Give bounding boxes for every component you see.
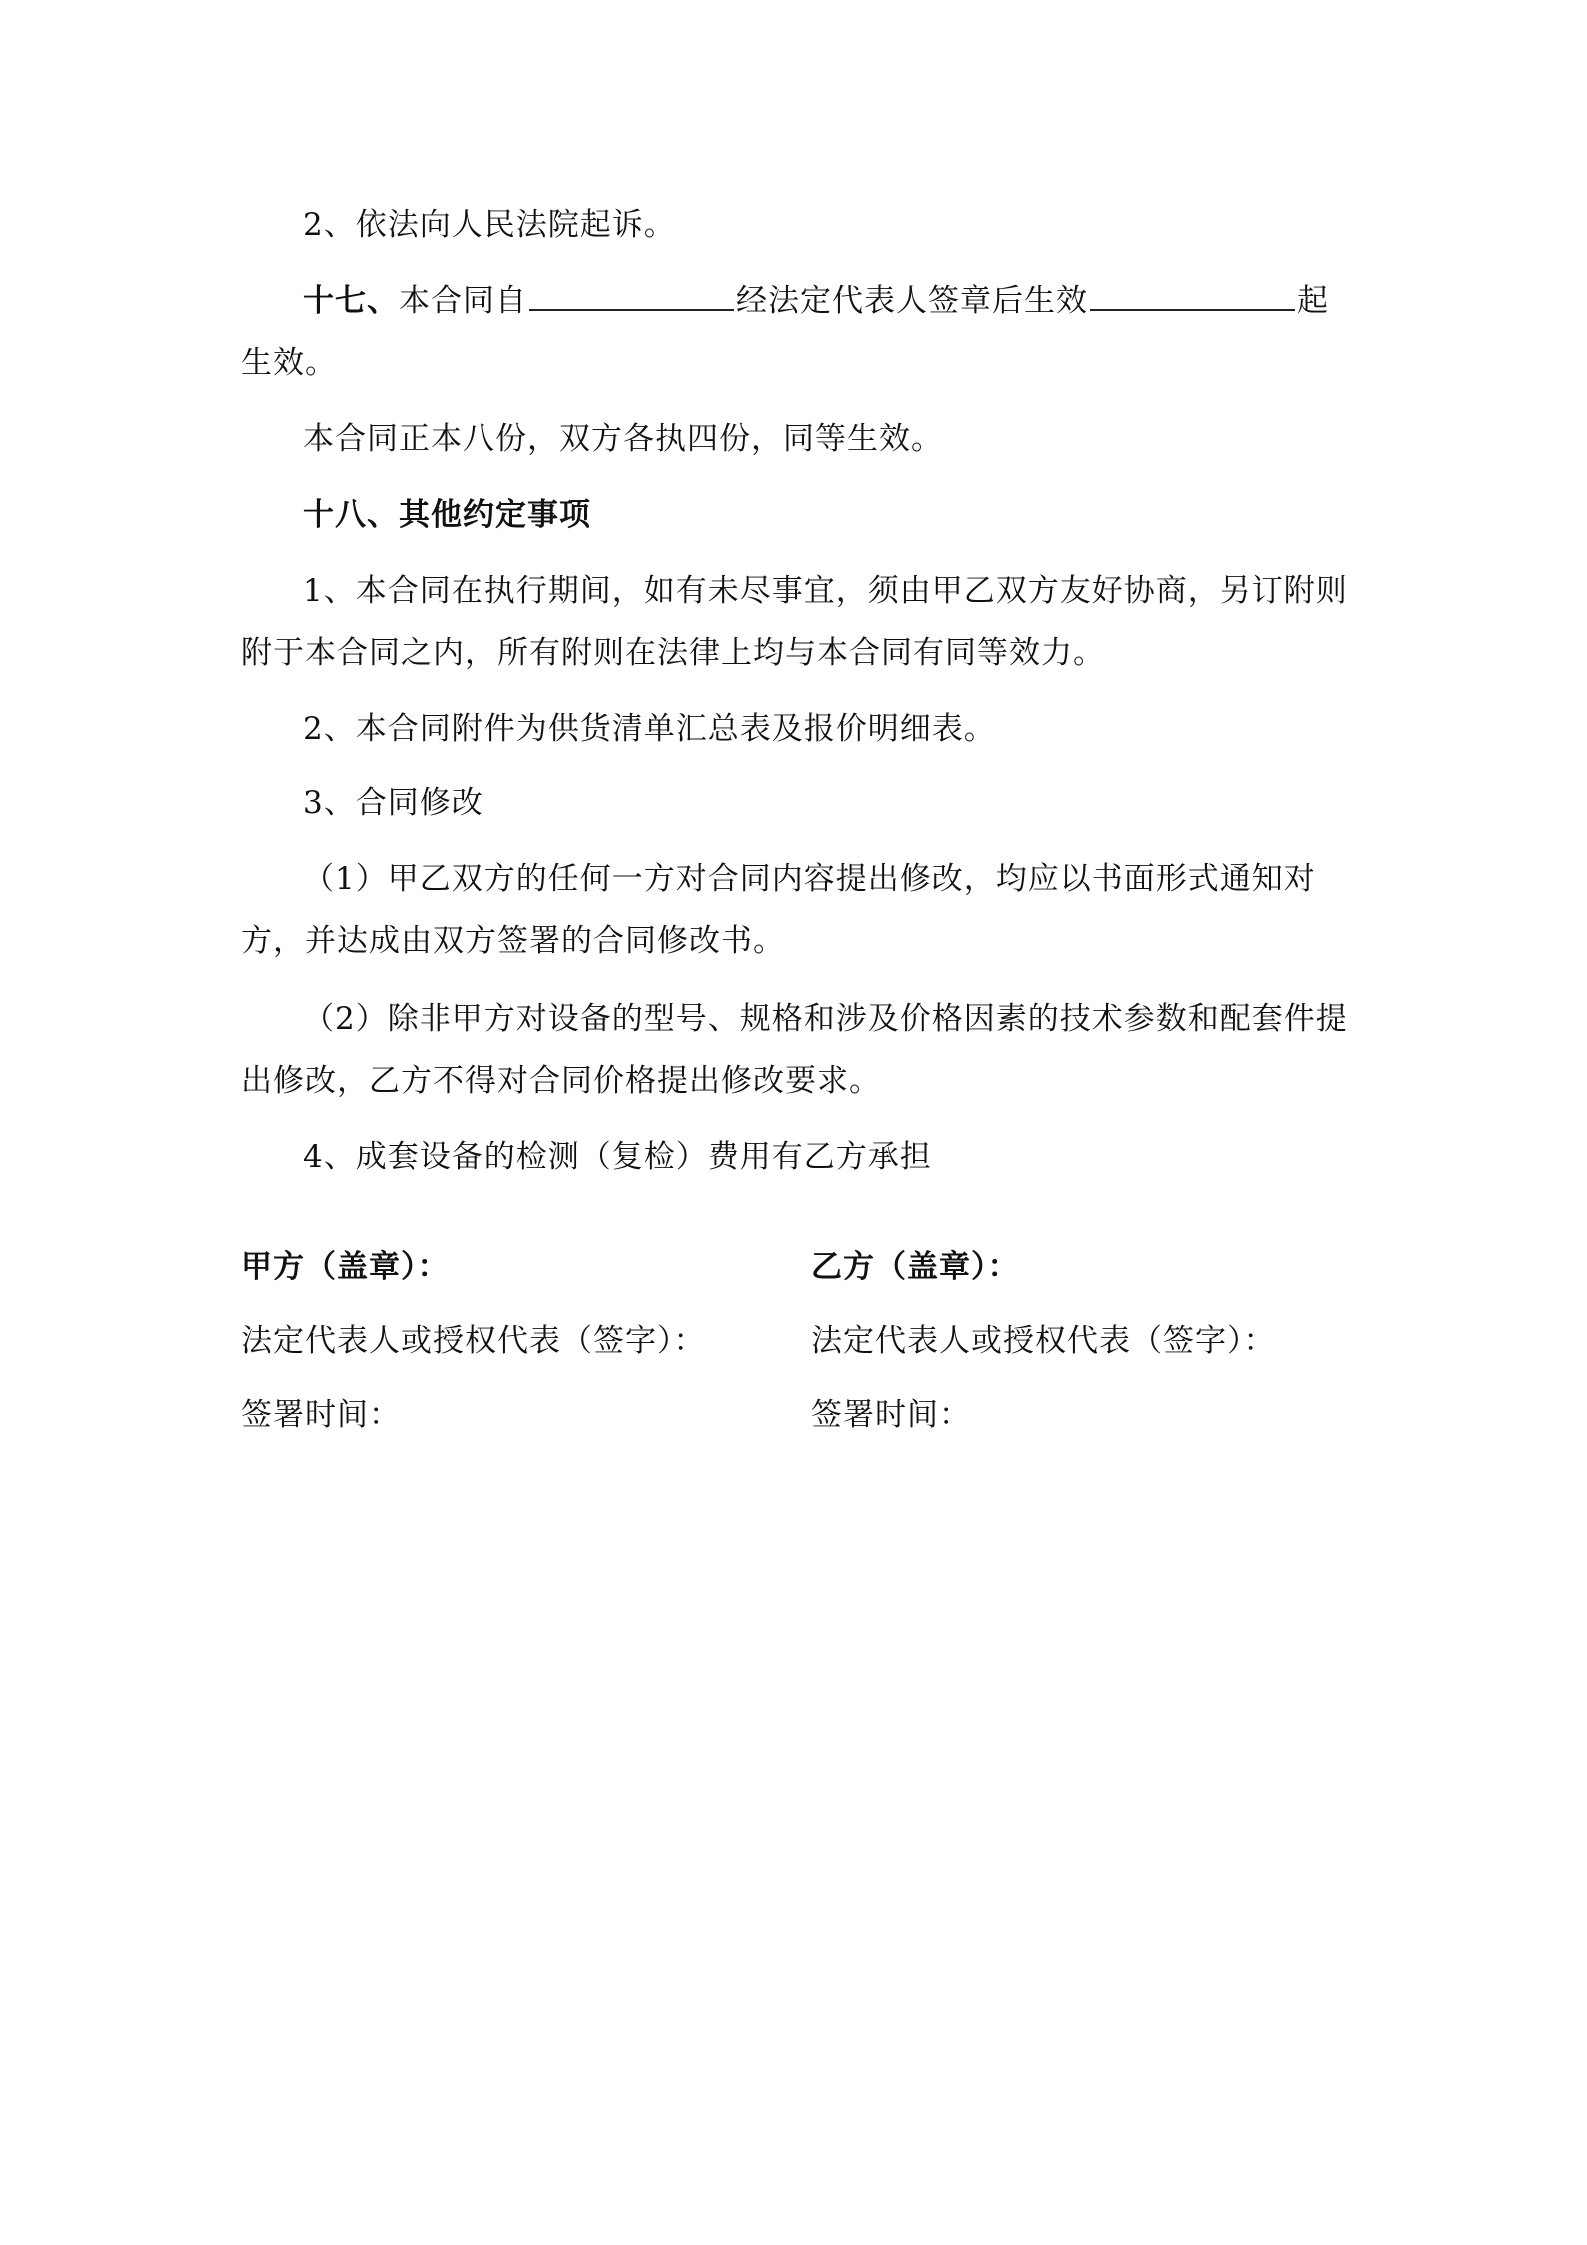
party-b-date-label: 签署时间： (811, 1397, 971, 1433)
clause-modification-2: （2）除非甲方对设备的型号、规格和涉及价格因素的技术参数和配套件提出修改，乙方不得对合同价格提出修改要求。 (241, 1001, 1348, 1099)
clause-modification-title: 3、合同修改 (303, 785, 484, 821)
clause-seventeen (241, 270, 1351, 394)
clause-seventeen-text-a: 本合同自 (399, 283, 527, 319)
party-a-date-label: 签署时间： (241, 1397, 401, 1433)
clause-eighteen-heading: 十八、其他约定事项 (303, 497, 591, 533)
effective-condition-blank (1090, 281, 1295, 311)
clause-seventeen-number: 十七、 (303, 283, 399, 319)
effective-date-blank (529, 281, 734, 311)
clause-inspection-fee: 4、成套设备的检测（复检）费用有乙方承担 (303, 1139, 932, 1175)
clause-modification-1: （1）甲乙双方的任何一方对合同内容提出修改，均应以书面形式通知对方，并达成由双方签署的合同修改书。 (241, 861, 1316, 959)
party-a-signature (241, 1238, 801, 1460)
clause-copies: 本合同正本八份，双方各执四份，同等生效。 (303, 421, 943, 457)
party-a-representative-label: 法定代表人或授权代表（签字）： (241, 1323, 706, 1359)
clause-seventeen-text-c: 起生效。 (241, 283, 1329, 381)
contract-body (241, 196, 1351, 1186)
party-a-seal-label: 甲方（盖章）： (241, 1249, 450, 1285)
clause-attachments: 2、本合同附件为供货清单汇总表及报价明细表。 (303, 711, 996, 747)
clause-supplement: 1、本合同在执行期间，如有未尽事宜，须由甲乙双方友好协商，另订附则附于本合同之内，所有附则在法律上均与本合同有同等效力。 (241, 573, 1348, 671)
party-b-signature (811, 1238, 1371, 1460)
party-b-seal-label: 乙方（盖章）： (811, 1249, 1020, 1285)
party-b-representative-label: 法定代表人或授权代表（签字）： (811, 1323, 1276, 1359)
clause-lawsuit: 2、依法向人民法院起诉。 (303, 207, 676, 243)
clause-seventeen-text-b: 经法定代表人签章后生效 (736, 283, 1088, 319)
